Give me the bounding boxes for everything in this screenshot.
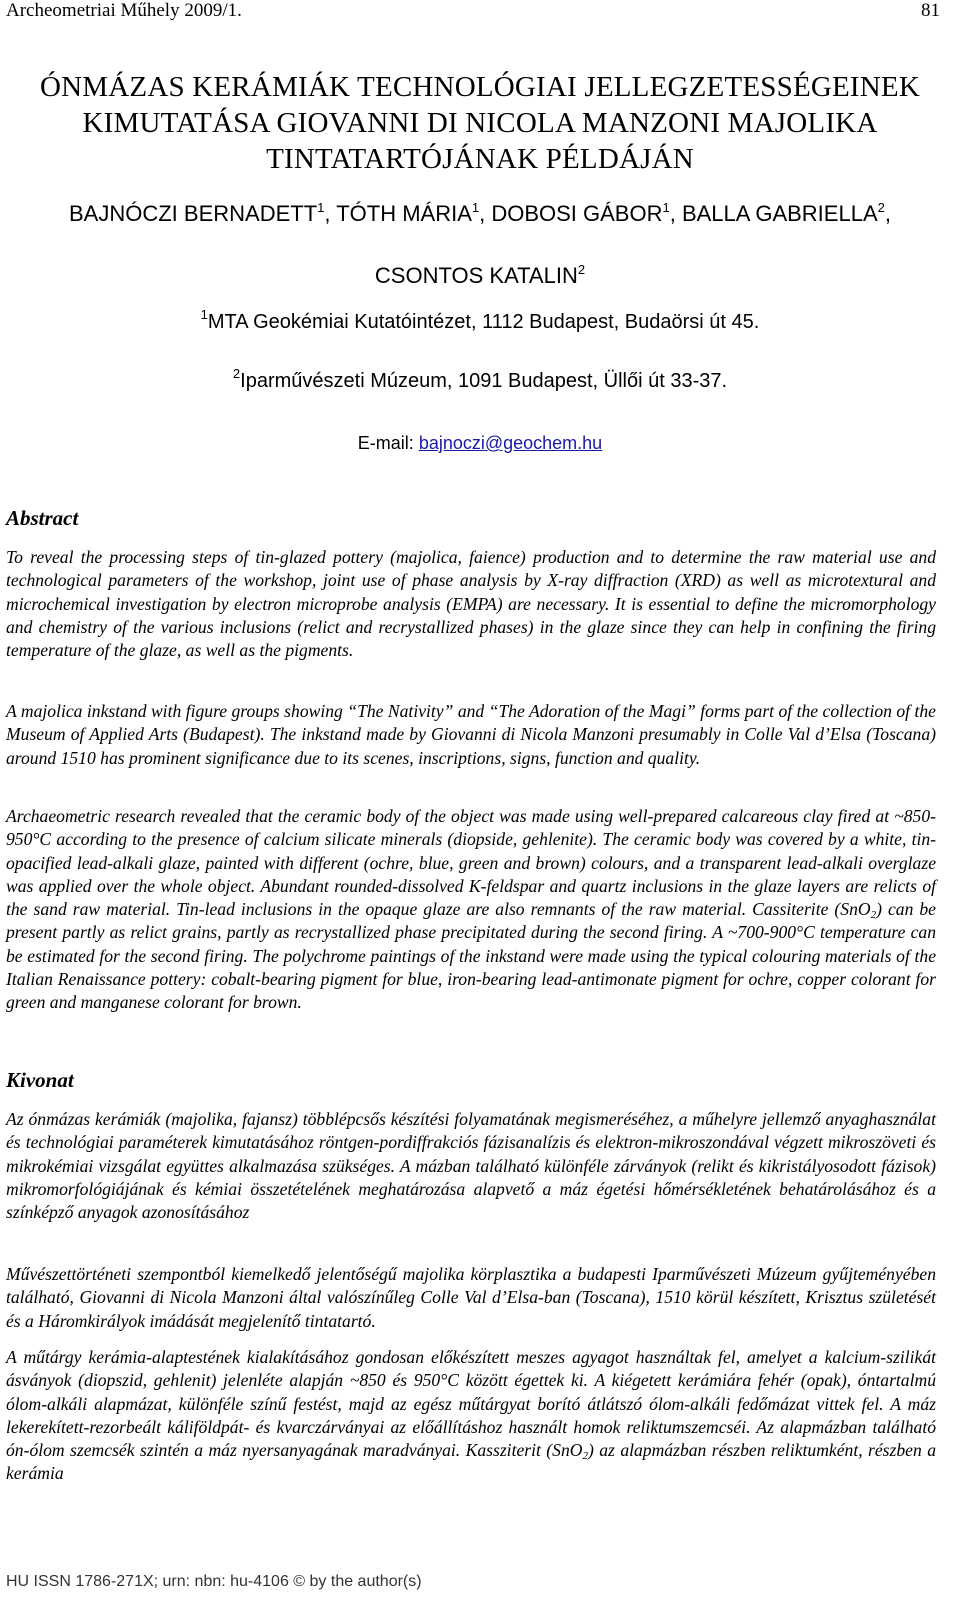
affiliation-text: Iparművészeti Múzeum, 1091 Budapest, Üllői út 33-37.	[240, 370, 728, 392]
kivonat-paragraph-2: Művészettörténeti szempontból kiemelkedő jelentőségű majolika körplasztika a budapesti Iparművészeti Múzeum gyűjteményében található, Giovanni di Nicola Manzoni által valószínűleg Colle Val d’Elsa-ban (Toscana), 1510 körül készített, Krisztus születését és a Háromkirályok imádását megjelenítő tintatartó.	[6, 1264, 936, 1331]
title-line-1: ÓNMÁZAS KERÁMIÁK TECHNOLÓGIAI JELLEGZETESSÉGEINEK	[40, 71, 920, 103]
affiliation-text: MTA Geokémiai Kutatóintézet, 1112 Budapest, Budaörsi út 45.	[207, 311, 760, 333]
kivonat-paragraph-3	[6, 1346, 936, 1486]
affiliation-1	[0, 307, 960, 334]
subscript: 2	[582, 1450, 588, 1463]
abstract-paragraph-1: To reveal the processing steps of tin-glazed pottery (majolica, faience) production and to determine the raw material use and technological parameters of the workshop, joint use of phase analysis by X-ray diffraction (XRD) as well as microtextural and microchemical investigation by electron microprobe analysis (EMPA) are necessary. It is essential to define the micromorphology and chemistry of the various inclusions (relict and recrystallized phases) in the glaze since they can help in confining the firing temperature of the glaze, as well as the pigments.	[6, 547, 936, 661]
journal-header: Archeometriai Műhely 2009/1.	[6, 0, 242, 21]
affiliation-mark: 1	[200, 307, 208, 322]
kivonat-paragraph-3-text: A műtárgy kerámia-alaptestének kialakításához gondosan előkészített meszes agyagot használtak fel, amelyet a kalcium-szilikát ásványok (diopszid, gehlenit) jelenléte alapján ~850 és 950°C között égettek ki. A kiégetett kerámiára fehér (opak), óntartalmú ólom-alkáli alapmázat, különféle színű festést, majd az egész műtárgyat borító átlátszó ólom-alkáli fedőmázat vittek fel. A máz lekerekített-rezorbeált káliföldpát- és kvarczárványai az előállításhoz használt homok reliktumszemcséi. Az alapmázban található ón-ólom szemcsék szintén a máz nyersanyagának maradványai. Kassziterit (SnO	[6, 1347, 936, 1461]
abstract-paragraph-3-text-cont: ) can be present partly as relict grains, partly as recrystallized phase precipitated during the second firing. A ~700-900°C temperature can be estimated for the second firing. The polychrome paintings of the inkstand were made using the typical colouring materials of the Italian Renaissance pottery: cobalt-bearing pigment for blue, iron-bearing lead-antimonate pigment for ochre, copper colorant for green and manganese colorant for brown.	[6, 899, 936, 1013]
author-affiliation-mark: 1	[662, 200, 670, 215]
affiliation-2	[0, 366, 960, 393]
author-name: , TÓTH MÁRIA	[324, 201, 472, 226]
title-line-3: TINTATARTÓJÁNAK PÉLDÁJÁN	[266, 143, 694, 175]
email-link[interactable]: bajnoczi@geochem.hu	[418, 433, 603, 453]
author-affiliation-mark: 1	[317, 200, 325, 215]
author-name: , BALLA GABRIELLA	[669, 201, 878, 226]
title-line-2: KIMUTATÁSA GIOVANNI DI NICOLA MANZONI MAJOLIKA	[82, 107, 878, 139]
paper-title	[0, 69, 960, 177]
abstract-paragraph-3	[6, 805, 936, 1015]
affiliation-mark: 2	[232, 366, 241, 381]
email-label: E-mail:	[357, 433, 419, 453]
kivonat-paragraph-1: Az ónmázas kerámiák (majolika, fajansz) többlépcsős készítési folyamatának megismeréséhez, a műhelyre jellemző anyaghasználat és technológiai paraméterek kimutatásához röntgen-pordiffrakciós fázisanalízis és elektron-mikroszondával végzett mikroszöveti és mikrokémiai vizsgálat együttes alkalmazása szükséges. A mázban található különféle zárványok (relikt és kikristályosodott fázisok) mikromorfológiájának és kémiai összetételének meghatározása alapvető a máz égetési hőmérsékletének behatárolásához és a színképző anyagok azonosításához	[6, 1109, 936, 1223]
abstract-heading: Abstract	[6, 506, 79, 530]
author-list	[0, 180, 960, 304]
kivonat-paragraph-3-text-cont: ) az alapmázban részben reliktumként, részben a kerámia	[6, 1440, 936, 1484]
contact-email	[0, 433, 960, 454]
author-name: BAJNÓCZI BERNADETT	[69, 201, 318, 226]
kivonat-heading: Kivonat	[6, 1068, 74, 1092]
footer-issn: HU ISSN 1786-271X; urn: nbn: hu-4106 © by the author(s)	[6, 1573, 422, 1590]
author-separator: ,	[884, 201, 891, 226]
author-name: CSONTOS KATALIN	[374, 263, 578, 288]
page-number: 81	[921, 0, 940, 21]
author-affiliation-mark: 1	[471, 200, 480, 215]
author-name: , DOBOSI GÁBOR	[479, 201, 663, 226]
subscript: 2	[870, 909, 877, 922]
author-affiliation-mark: 2	[877, 200, 885, 215]
abstract-paragraph-2: A majolica inkstand with figure groups showing “The Nativity” and “The Adoration of the Magi” forms part of the collection of the Museum of Applied Arts (Budapest). The inkstand made by Giovanni di Nicola Manzoni presumably in Colle Val d’Elsa (Toscana) around 1510 has prominent significance due to its scenes, inscriptions, signs, function and quality.	[6, 701, 936, 768]
abstract-paragraph-3-text: Archaeometric research revealed that the ceramic body of the object was made using well-prepared calcareous clay fired at ~850-950°C according to the presence of calcium silicate minerals (diopside, gehlenite). The ceramic body was covered by a white, tin-opacified lead-alkali glaze, painted with different (ochre, blue, green and brown) colours, and a transparent lead-alkali overglaze was applied over the whole object. Abundant rounded-dissolved K-feldspar and quartz inclusions in the glaze layers are relicts of the sand raw material. Tin-lead inclusions in the opaque glaze are also remnants of the raw material. Cassiterite (SnO	[6, 806, 936, 920]
author-affiliation-mark: 2	[577, 262, 586, 277]
